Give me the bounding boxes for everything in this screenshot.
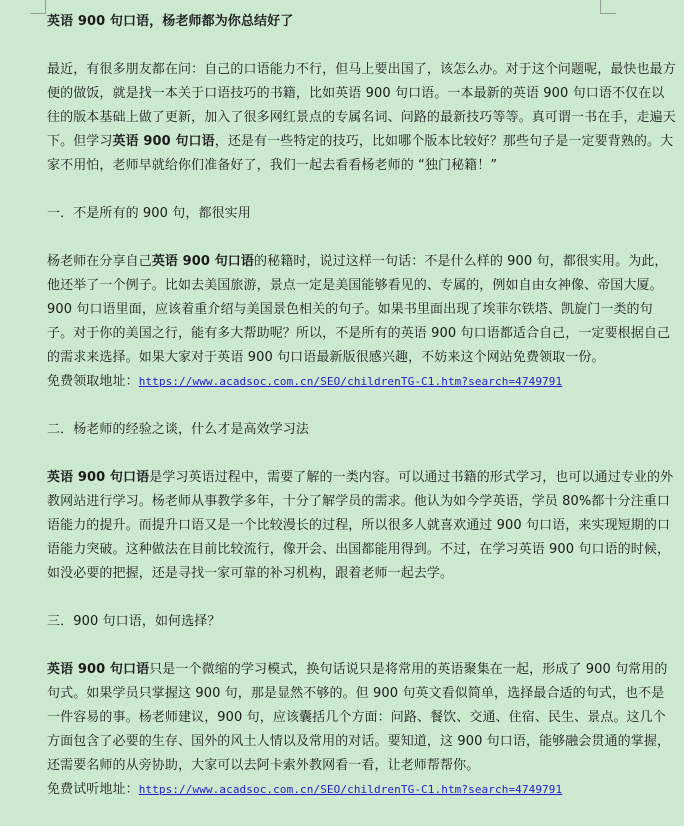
section-1-text-1: 杨老师在分享自己 bbox=[47, 254, 152, 269]
intro-paragraph bbox=[47, 58, 677, 178]
section-1-link-line bbox=[47, 370, 677, 394]
intro-text-2: ，还是有一些特定的技巧，比如哪个版本比较好？那些句子是一定要背熟的。大家不用怕，老师早就给你们准备好了，我们一起去看看杨老师的 “独门秘籍！” bbox=[47, 134, 674, 173]
section-3 bbox=[47, 610, 677, 802]
crop-mark-left-vertical bbox=[45, 0, 46, 14]
intro-text-1: 最近，有很多朋友都在问：自己的口语能力不行，但马上要出国了，该怎么办。对于这个问题呢，最快也最方便的做饭，就是找一本关于口语技巧的书籍，比如英语 900 句口语。一本最新的英语 900 句口语不仅在以往的版本基础上做了更新，加入了很多网红景点的专属名词、问路的最新技巧等等。真可谓一书在手，走遍天下。但学习 bbox=[47, 62, 676, 149]
section-3-text-2: 只是一个微缩的学习模式，换句话说只是将常用的英语聚集在一起，形成了 900 句常用的句式。如果学员只掌握这 900 句，那是显然不够的。但 900 句英文看似简单，选择最合适的句式，也不是一件容易的事。杨老师建议，900 句，应该囊括几个方面：问路、餐饮、交通、住宿、民生、景点。这几个方面包含了必要的生存、国外的风土人情以及常用的对话。要知道，这 900 句口语，能够融会贯通的掌握，还需要名师的从旁协助，大家可以去阿卡索外教网看一看，让老师帮帮你。 bbox=[47, 662, 671, 773]
section-3-link[interactable]: https://www.acadsoc.com.cn/SEO/childrenTG-C1.htm?search=4749791 bbox=[138, 783, 563, 796]
section-1-text-2: 的秘籍时，说过这样一句话：不是什么样的 900 句，都很实用。为此，他还举了一个例子。比如去美国旅游，景点一定是美国能够看见的、专属的，例如自由女神像、帝国大厦。900 句口语里面，应该着重介绍与美国景色相关的句子。如果书里面出现了埃菲尔铁塔、凯旋门一类的句子。对于你的美国之行，能有多大帮助呢？所以，不是所有的英语 900 句口语都适合自己，一定要根据自己的需求来选择。如果大家对于英语 900 句口语最新版很感兴趣，不妨来这个网站免费领取一份。 bbox=[47, 254, 671, 365]
section-3-paragraph bbox=[47, 658, 677, 778]
section-1-bold-keyword: 英语 900 句口语 bbox=[151, 254, 255, 269]
section-3-link-line bbox=[47, 778, 677, 802]
document-page bbox=[47, 10, 677, 826]
crop-mark-left-horizontal bbox=[30, 13, 46, 14]
intro-bold-keyword: 英语 900 句口语 bbox=[112, 134, 215, 149]
section-1-link[interactable]: https://www.acadsoc.com.cn/SEO/childrenTG-C1.htm?search=4749791 bbox=[138, 375, 563, 388]
section-3-bold-keyword: 英语 900 句口语 bbox=[47, 662, 150, 677]
section-2 bbox=[47, 418, 677, 586]
section-1 bbox=[47, 202, 677, 394]
document-title: 英语 900 句口语，杨老师都为你总结好了 bbox=[47, 14, 294, 29]
section-2-bold-keyword: 英语 900 句口语 bbox=[47, 470, 150, 485]
section-1-heading: 一．不是所有的 900 句，都很实用 bbox=[47, 206, 251, 221]
section-3-link-label: 免费试听地址： bbox=[47, 782, 139, 797]
section-2-heading: 二．杨老师的经验之谈，什么才是高效学习法 bbox=[47, 422, 310, 437]
section-2-text-2: 是学习英语过程中，需要了解的一类内容。可以通过书籍的形式学习，也可以通过专业的外教网站进行学习。杨老师从事教学多年，十分了解学员的需求。他认为如今学英语，学员 80%都十分注重口语能力的提升。而提升口语又是一个比较漫长的过程，所以很多人就喜欢通过 900 句口语，来实现短期的口语能力突破。这种做法在目前比较流行，像开会、出国都能用得到。不过，在学习英语 900 句口语的时候，如没必要的把握，还是寻找一家可靠的补习机构，跟着老师一起去学。 bbox=[47, 470, 674, 581]
section-3-heading: 三．900 句口语，如何选择？ bbox=[47, 614, 221, 629]
section-2-paragraph bbox=[47, 466, 677, 586]
section-1-paragraph bbox=[47, 250, 677, 370]
section-1-link-label: 免费领取地址： bbox=[47, 374, 139, 389]
